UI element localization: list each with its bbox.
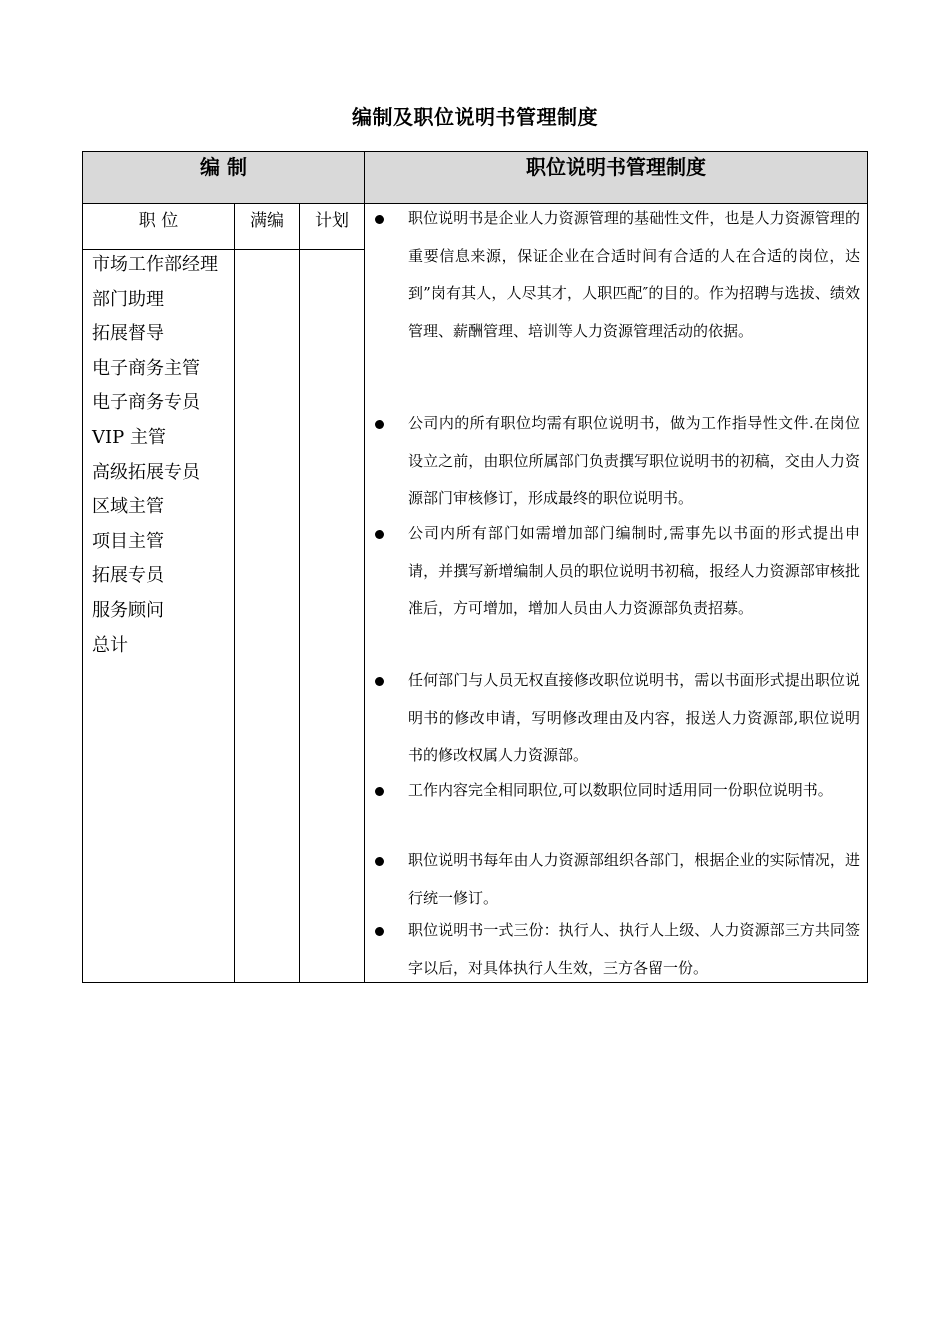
bullet-icon xyxy=(375,420,384,429)
position-item: 电子商务专员 xyxy=(92,392,200,414)
position-item: 拓展专员 xyxy=(92,565,164,587)
position-item: 区域主管 xyxy=(92,496,164,518)
bullet-icon xyxy=(375,927,384,936)
position-total: 总计 xyxy=(92,634,128,656)
policy-rule-text: 任何部门与人员无权直接修改职位说明书，需以书面形式提出职位说明书的修改申请，写明修改理由及内容，报送人力资源部,职位说明书的修改权属人力资源部。 xyxy=(408,671,860,764)
staffing-header: 编 制 xyxy=(200,155,247,179)
policy-rule xyxy=(375,920,860,987)
column-divider-2 xyxy=(299,203,300,982)
bullet-icon xyxy=(375,677,384,686)
position-item: 拓展督导 xyxy=(92,323,164,345)
policy-rule-text: 职位说明书每年由人力资源部组织各部门，根据企业的实际情况，进行统一修订。 xyxy=(408,851,860,907)
policy-rule xyxy=(375,523,860,628)
policy-rule xyxy=(375,413,860,518)
policy-rule-text: 公司内的所有职位均需有职位说明书，做为工作指导性文件.在岗位设立之前，由职位所属部门负责撰写职位说明书的初稿，交由人力资源部门审核修订，形成最终的职位说明书。 xyxy=(408,414,860,507)
bullet-icon xyxy=(375,215,384,224)
staffing-table xyxy=(82,151,868,983)
position-item: 服务顾问 xyxy=(92,599,164,621)
policy-header: 职位说明书管理制度 xyxy=(526,155,706,179)
plan-column-header: 计划 xyxy=(315,211,349,231)
policy-rule-text: 公司内所有部门如需增加部门编制时,需事先以书面的形式提出申请，并撰写新增编制人员的职位说明书初稿，报经人力资源部审核批准后，方可增加，增加人员由人力资源部负责招募。 xyxy=(408,524,860,617)
position-item: 电子商务主管 xyxy=(92,357,200,379)
policy-rule xyxy=(375,670,860,775)
center-divider xyxy=(364,152,365,982)
full-column-header: 满编 xyxy=(250,211,284,231)
policy-rule-text: 工作内容完全相同职位,可以数职位同时适用同一份职位说明书。 xyxy=(408,781,833,799)
bullet-icon xyxy=(375,787,384,796)
bullet-icon xyxy=(375,857,384,866)
document-title: 编制及职位说明书管理制度 xyxy=(352,105,598,129)
position-item: 高级拓展专员 xyxy=(92,461,200,483)
position-item: 部门助理 xyxy=(92,288,164,310)
position-item: VIP 主管 xyxy=(92,426,166,448)
policy-rule xyxy=(375,850,860,917)
position-item: 项目主管 xyxy=(92,530,164,552)
position-list xyxy=(92,252,218,667)
position-item: 市场工作部经理 xyxy=(92,254,218,275)
column-header-divider xyxy=(83,249,364,250)
bullet-icon xyxy=(375,530,384,539)
policy-rule xyxy=(375,208,860,350)
policy-rule-text: 职位说明书是企业人力资源管理的基础性文件，也是人力资源管理的重要信息来源，保证企业在合适时间有合适的人在合适的岗位，达到”岗有其人，人尽其才，人职匹配″的目的。作为招聘与选拔、绩效管理、薪酬管理、培训等人力资源管理活动的依据。 xyxy=(408,209,860,340)
position-column-header: 职 位 xyxy=(138,211,179,231)
policy-rule xyxy=(375,780,860,810)
policy-rule-text: 职位说明书一式三份：执行人、执行人上级、人力资源部三方共同签字以后，对具体执行人生效，三方各留一份。 xyxy=(408,921,860,977)
column-divider-1 xyxy=(234,203,235,982)
